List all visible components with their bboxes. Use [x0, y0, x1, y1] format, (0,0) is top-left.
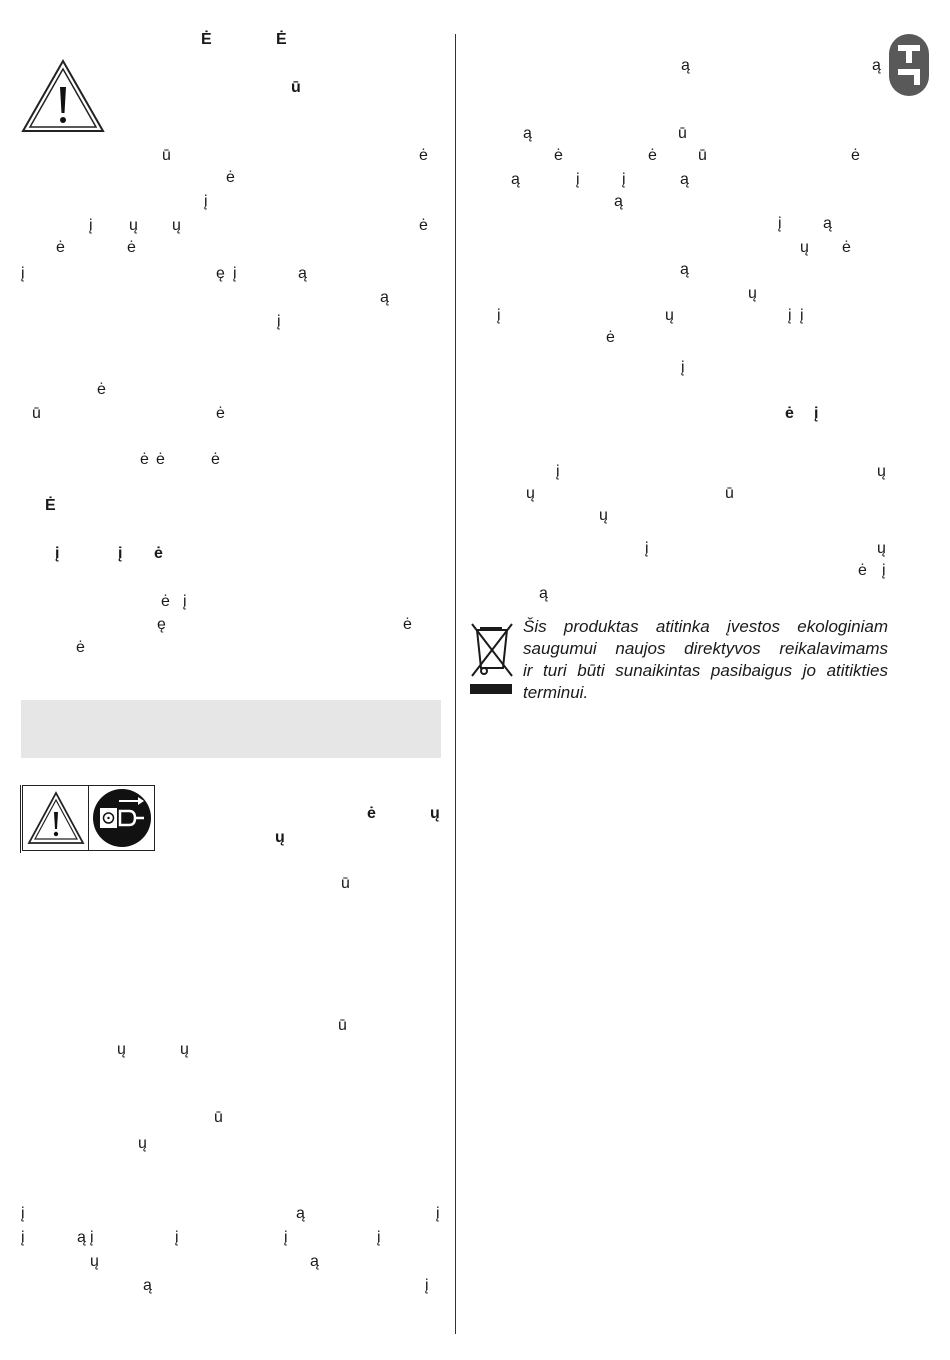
text-mark: į	[556, 463, 560, 480]
text-mark: ė	[403, 616, 412, 633]
text-mark: į	[576, 171, 580, 188]
text-mark: ų	[90, 1253, 99, 1270]
text-mark: į	[175, 1229, 179, 1246]
text-mark: ų	[117, 1041, 126, 1058]
heading-mark: ų	[275, 829, 285, 846]
text-mark: ė	[858, 562, 867, 579]
text-mark: ė	[76, 639, 85, 656]
text-mark: ų	[800, 239, 809, 256]
safety-marker-bar	[20, 785, 21, 853]
text-mark: į	[681, 359, 685, 376]
text-mark: ų	[180, 1041, 189, 1058]
text-mark: ą	[681, 57, 690, 74]
section-band	[21, 700, 441, 758]
text-mark: ė	[211, 451, 220, 468]
text-mark: į	[377, 1229, 381, 1246]
sub-heading-mark: į	[118, 545, 123, 562]
text-mark: ė	[648, 147, 657, 164]
sub-heading-mark: į	[55, 545, 60, 562]
sub-heading: Ė	[45, 497, 56, 514]
text-mark: ų	[877, 463, 886, 480]
text-mark: ų	[877, 540, 886, 557]
text-mark: ą	[823, 215, 832, 232]
crossed-out-wheelie-bin-icon	[468, 620, 516, 698]
notice-line: ir turi būti sunaikintas pasibaigus jo atitikties	[523, 661, 888, 680]
language-badge	[889, 34, 929, 96]
text-mark: į	[284, 1229, 288, 1246]
text-mark: ą	[523, 125, 532, 142]
text-mark: ą	[310, 1253, 319, 1270]
text-mark: ė	[127, 239, 136, 256]
text-mark: ė	[842, 239, 851, 256]
text-mark: ų	[599, 507, 608, 524]
text-mark: ą	[298, 265, 307, 282]
unplug-before-service-icon	[88, 786, 154, 850]
weee-disposal-notice	[523, 616, 888, 704]
text-mark: į	[90, 1229, 94, 1246]
text-mark: ą	[539, 585, 548, 602]
notice-line: Šis produktas atitinka įvestos ekologiniam	[523, 617, 888, 636]
text-mark: ė	[419, 217, 428, 234]
text-mark: ą	[680, 261, 689, 278]
notice-line: terminui.	[523, 683, 589, 702]
sub-heading-mark: į	[814, 405, 819, 422]
text-mark: ė	[156, 451, 165, 468]
text-mark: ė	[419, 147, 428, 164]
text-mark: ų	[172, 217, 181, 234]
text-mark: į	[21, 1229, 25, 1246]
text-mark: į	[882, 562, 886, 579]
warning-triangle-icon	[20, 58, 106, 134]
text-mark: ą	[614, 193, 623, 210]
text-mark: į	[622, 171, 626, 188]
text-mark: į	[788, 307, 792, 324]
text-mark: ė	[97, 381, 106, 398]
heading-mark: ū	[291, 79, 301, 96]
text-mark: į	[21, 1205, 25, 1222]
column-divider	[455, 34, 456, 1334]
text-mark: ū	[162, 147, 171, 164]
safety-pictogram-box	[22, 785, 155, 851]
text-mark: ą	[77, 1229, 86, 1246]
text-mark: ą	[380, 289, 389, 306]
text-mark: ę	[216, 265, 225, 282]
text-mark: ą	[143, 1277, 152, 1294]
text-mark: ū	[678, 125, 687, 142]
text-mark: į	[800, 307, 804, 324]
text-mark: ū	[214, 1109, 223, 1126]
text-mark: ų	[138, 1135, 147, 1152]
text-mark: į	[778, 215, 782, 232]
text-mark: į	[425, 1277, 429, 1294]
text-mark: ė	[161, 593, 170, 610]
text-mark: ė	[851, 147, 860, 164]
text-mark: ų	[748, 285, 757, 302]
text-mark: ū	[341, 875, 350, 892]
text-mark: ė	[56, 239, 65, 256]
text-mark: ą	[680, 171, 689, 188]
text-mark: į	[89, 217, 93, 234]
text-mark: ą	[872, 57, 881, 74]
text-mark: ė	[140, 451, 149, 468]
text-mark: ū	[725, 485, 734, 502]
text-mark: ą	[511, 171, 520, 188]
text-mark: ė	[606, 329, 615, 346]
text-mark: į	[645, 540, 649, 557]
text-mark: ė	[226, 169, 235, 186]
sub-heading-mark: ė	[785, 405, 794, 422]
text-mark: ū	[32, 405, 41, 422]
text-mark: į	[204, 193, 208, 210]
text-mark: į	[21, 265, 25, 282]
text-mark: į	[183, 593, 187, 610]
sub-heading-mark: ė	[154, 545, 163, 562]
text-mark: į	[436, 1205, 440, 1222]
text-mark: ų	[526, 485, 535, 502]
heading-mark: Ė	[276, 31, 287, 48]
text-mark: į	[497, 307, 501, 324]
text-mark: ę	[157, 616, 166, 633]
text-mark: ą	[296, 1205, 305, 1222]
text-mark: ū	[698, 147, 707, 164]
text-mark: į	[277, 313, 281, 330]
text-mark: ū	[338, 1017, 347, 1034]
text-mark: ų	[665, 307, 674, 324]
notice-line: saugumui naujos direktyvos reikalavimams	[523, 639, 888, 658]
heading-mark: Ė	[201, 31, 212, 48]
heading-mark: ų	[430, 805, 440, 822]
text-mark: ų	[129, 217, 138, 234]
text-mark: ė	[216, 405, 225, 422]
warning-triangle-icon	[23, 786, 88, 850]
text-mark: ė	[554, 147, 563, 164]
text-mark: į	[233, 265, 237, 282]
heading-mark: ė	[367, 805, 376, 822]
